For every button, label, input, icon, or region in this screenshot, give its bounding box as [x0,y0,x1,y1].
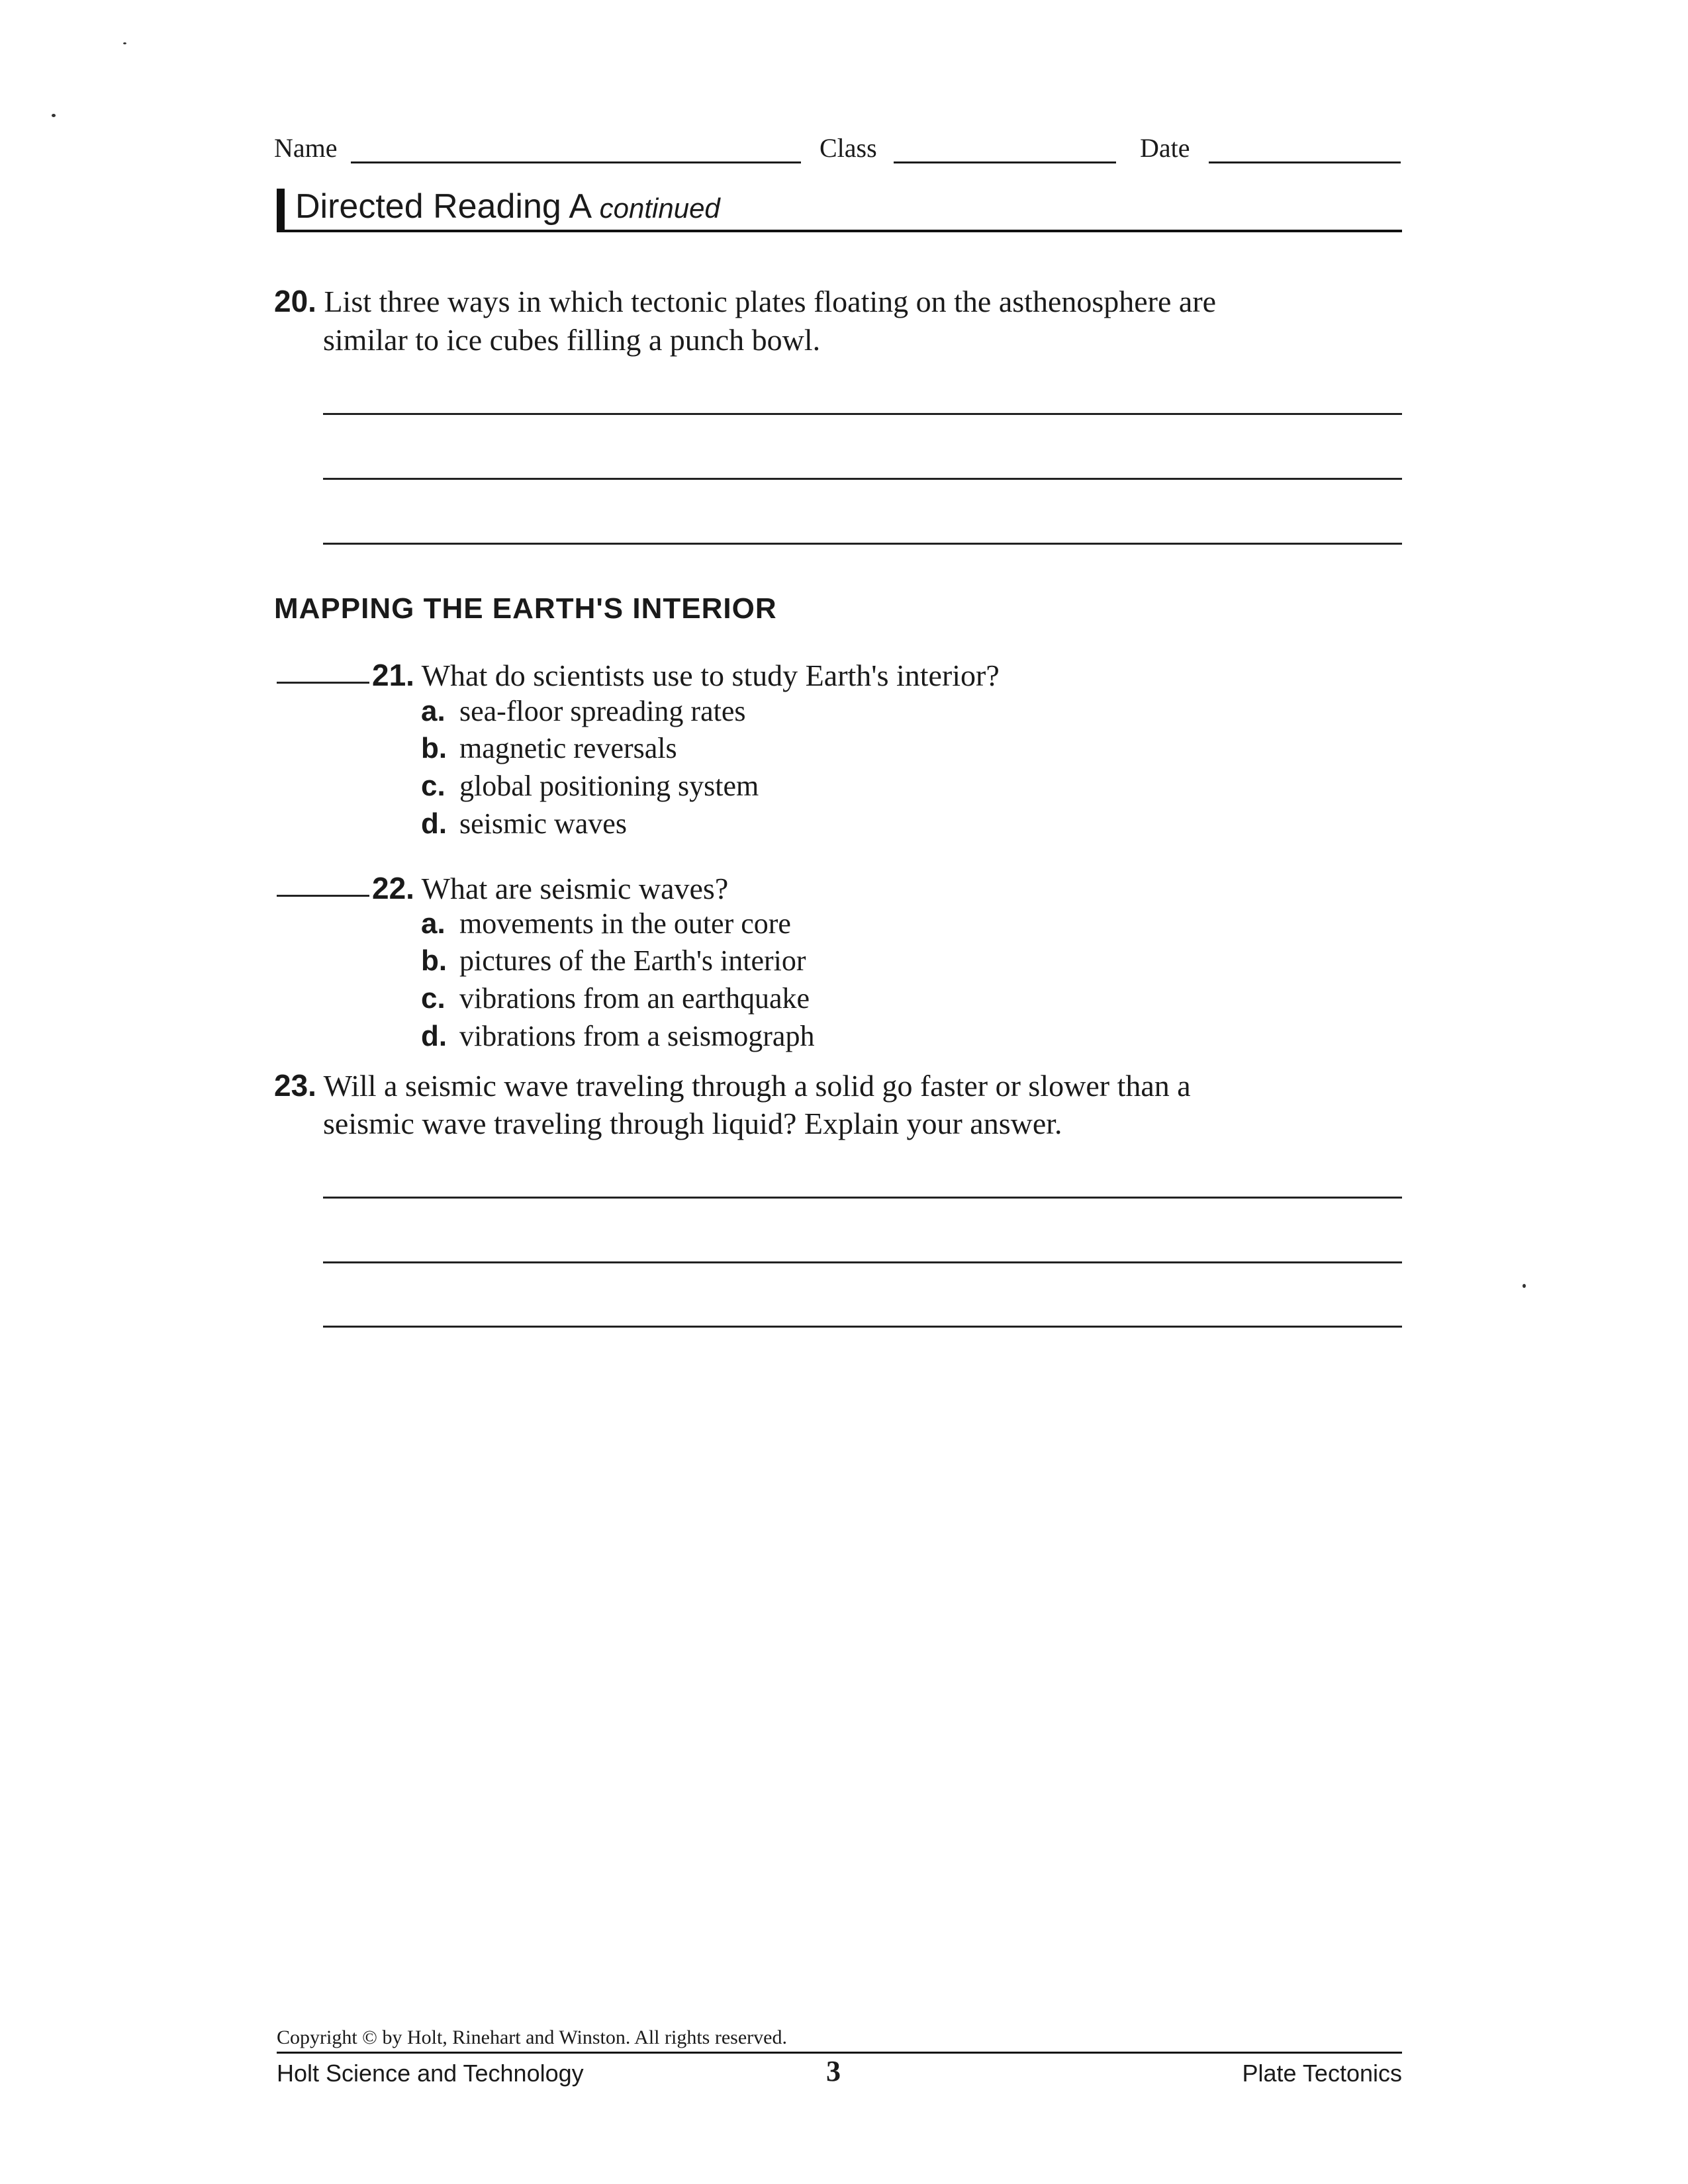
answer-line-23-3[interactable] [323,1326,1402,1328]
answer-line-20-2[interactable] [323,478,1402,480]
title-divider [277,230,1402,232]
date-field[interactable] [1209,161,1401,163]
question-21 [372,655,1000,696]
footer-subject: Plate Tectonics [1242,2060,1402,2087]
choice-21-c: c. global positioning system [421,770,759,802]
question-number: 21. [372,658,414,692]
name-field[interactable] [351,161,801,163]
scan-speck [1523,1284,1526,1288]
question-text: Will a seismic wave traveling through a solid go faster or slower than a [323,1069,1191,1103]
answer-line-20-3[interactable] [323,543,1402,545]
title-sub: continued [599,193,720,224]
footer-copyright: Copyright © by Holt, Rinehart and Winston. All rights reserved. [277,2026,787,2048]
class-field[interactable] [894,161,1116,163]
footer-publisher: Holt Science and Technology [277,2060,584,2087]
question-number: 20. [274,284,316,318]
name-label: Name [274,133,338,163]
scan-speck [52,114,56,117]
date-label: Date [1140,133,1190,163]
answer-blank-22[interactable] [277,895,369,897]
title-marker [277,189,285,232]
answer-line-20-1[interactable] [323,413,1402,415]
choice-21-b: b. magnetic reversals [421,732,677,764]
choice-22-d: d. vibrations from a seismograph [421,1020,815,1052]
page-title [295,187,720,226]
question-text: List three ways in which tectonic plates floating on the asthenosphere are [324,285,1217,318]
choice-22-b: b. pictures of the Earth's interior [421,944,806,977]
footer-divider [277,2052,1402,2054]
answer-blank-21[interactable] [277,682,369,684]
question-20-line2: similar to ice cubes filling a punch bowl. [323,323,821,357]
choice-21-d: d. seismic waves [421,807,627,840]
question-20 [274,281,1216,322]
question-text: What do scientists use to study Earth's interior? [421,659,1000,692]
choice-22-c: c. vibrations from an earthquake [421,982,810,1015]
answer-line-23-2[interactable] [323,1261,1402,1263]
question-text: What are seismic waves? [421,872,729,905]
choice-22-a: a. movements in the outer core [421,907,791,940]
question-number: 22. [372,871,414,905]
question-23-line2: seismic wave traveling through liquid? Explain your answer. [323,1107,1062,1140]
class-label: Class [820,133,877,163]
title-main: Directed Reading A [295,187,590,226]
choice-21-a: a. sea-floor spreading rates [421,695,746,727]
question-22 [372,868,728,909]
question-number: 23. [274,1068,316,1103]
question-23 [274,1066,1191,1106]
page-number: 3 [826,2055,841,2087]
answer-line-23-1[interactable] [323,1197,1402,1199]
section-heading: MAPPING THE EARTH'S INTERIOR [274,592,777,625]
scan-speck [123,42,126,44]
